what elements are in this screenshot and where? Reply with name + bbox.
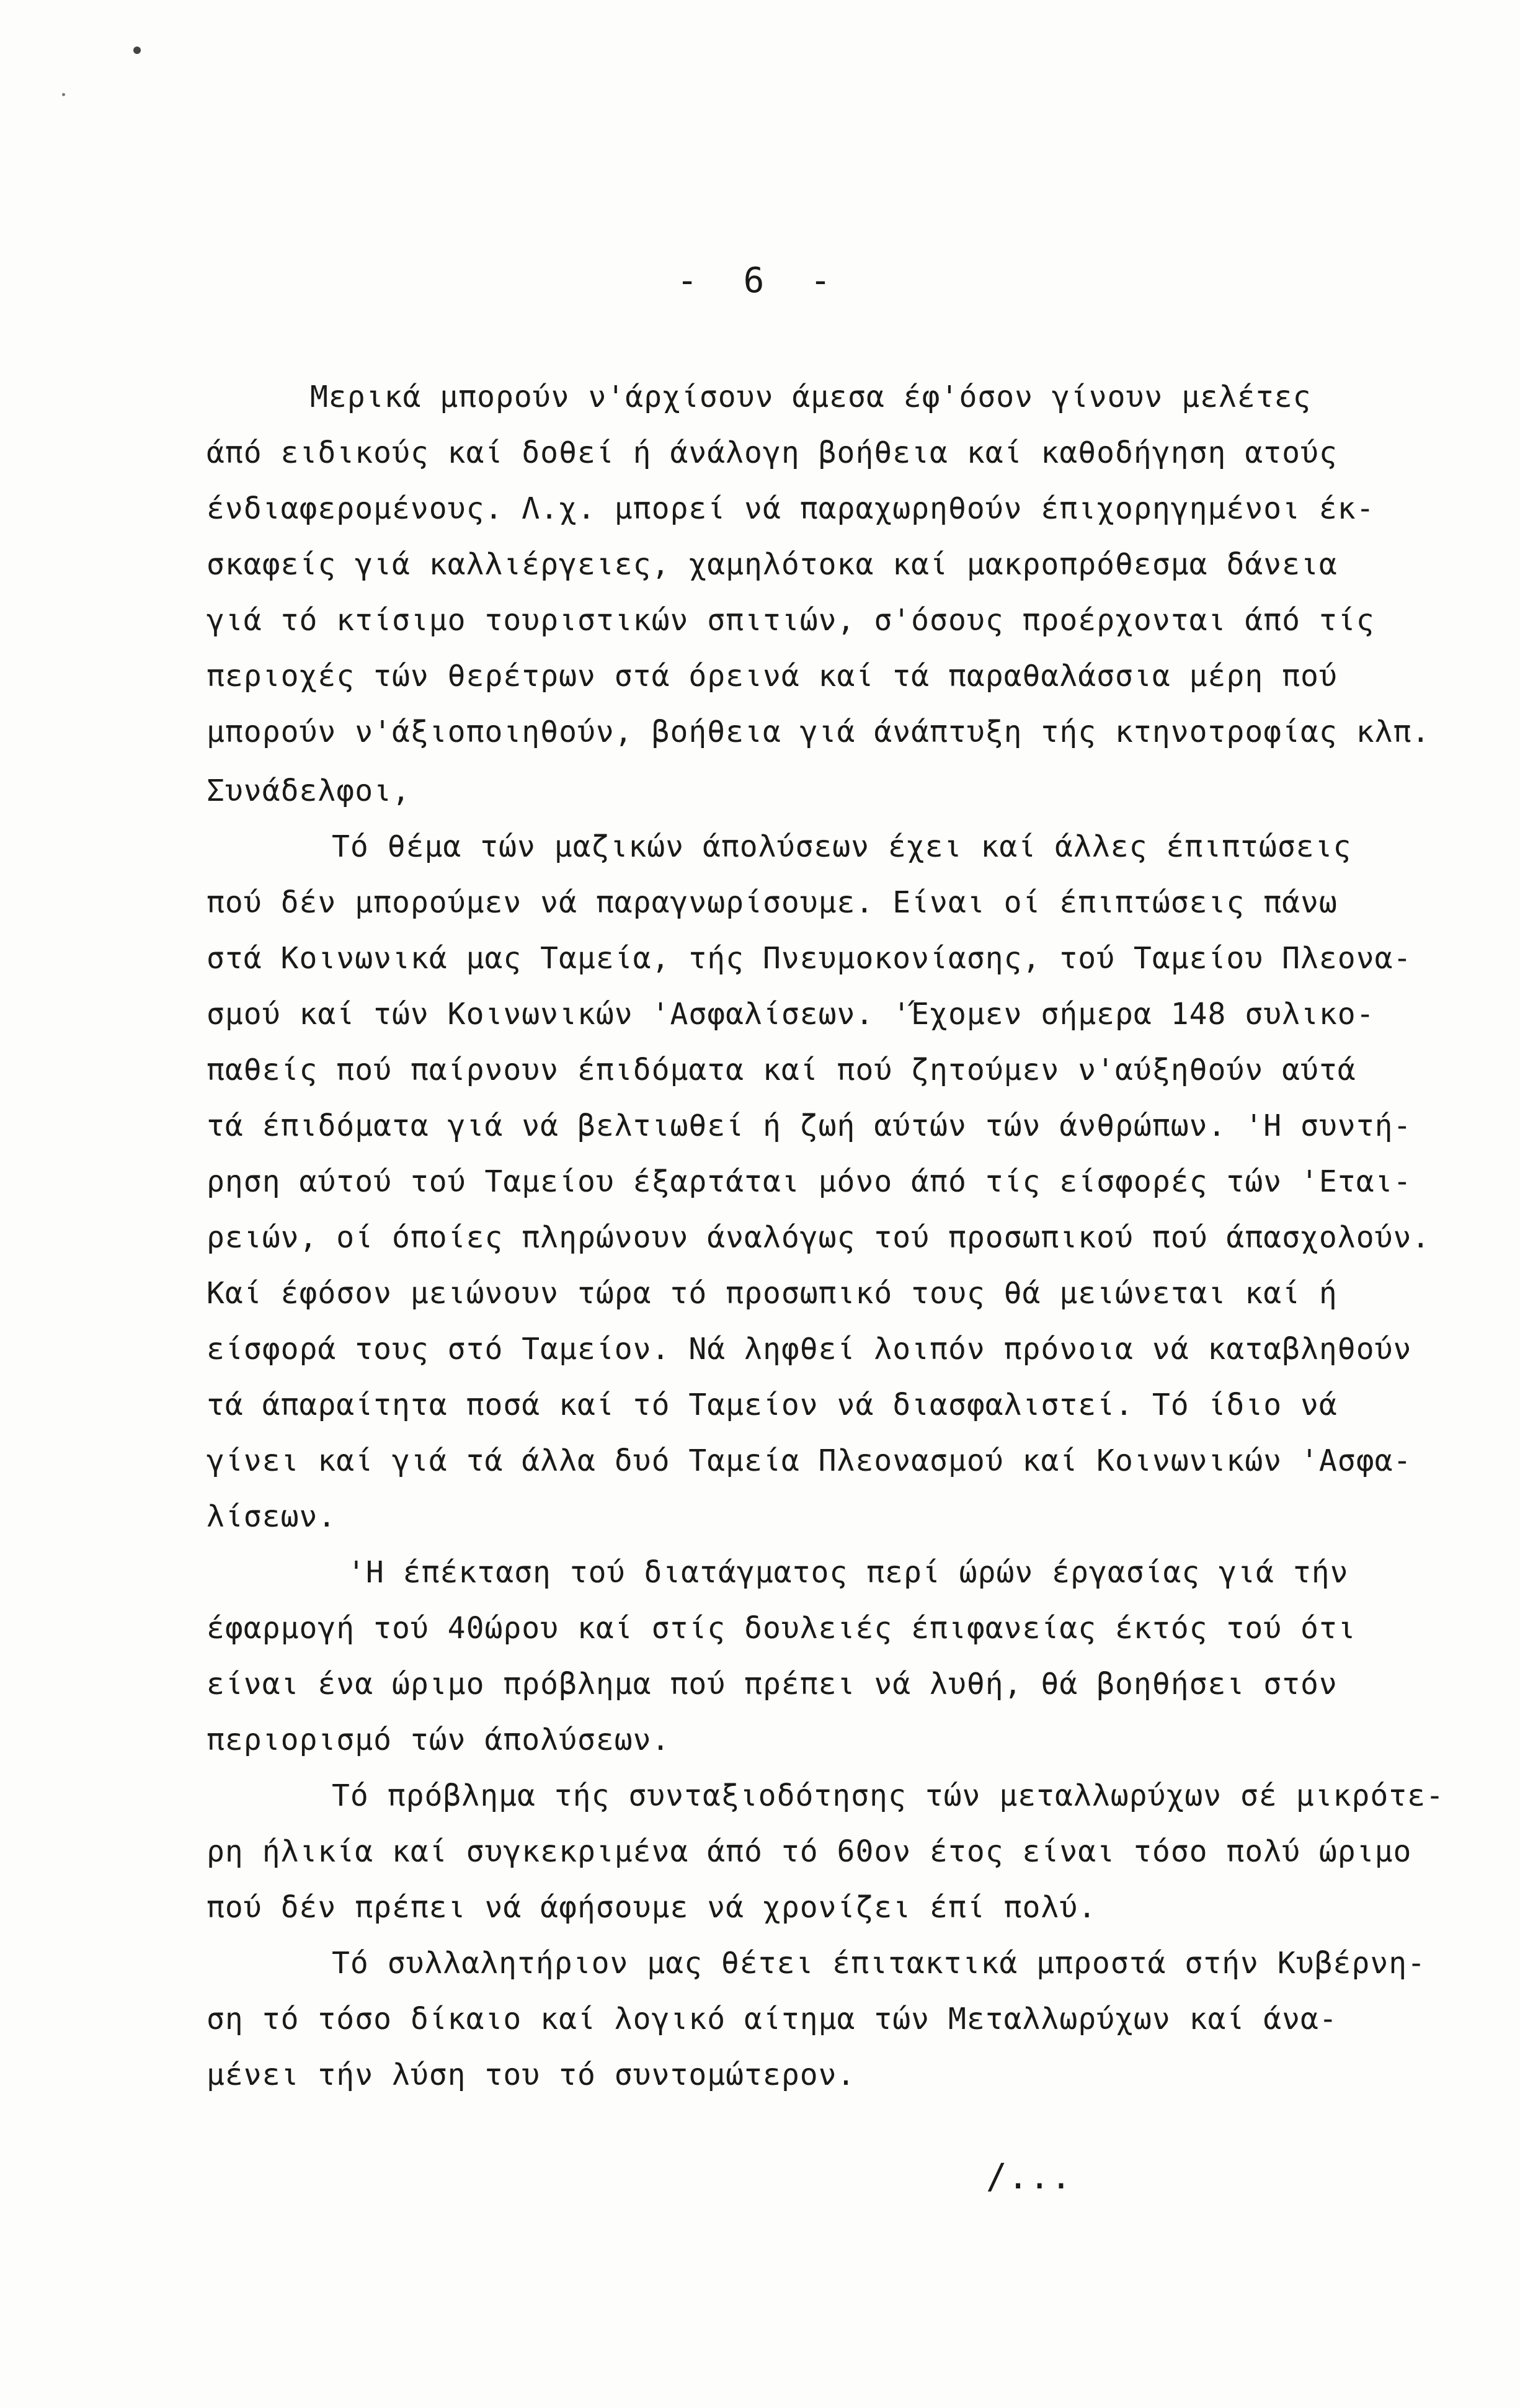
- text-line: Συνάδελφοι,: [207, 774, 411, 808]
- text-line: είσφορά τους στό Ταμείον. Νά ληφθεί λοιπόν πρόνοια νά καταβληθούν: [207, 1332, 1412, 1367]
- text-line: έφαρμογή τού 40ώρου καί στίς δουλειές έπιφανείας έκτός τού ότι: [207, 1611, 1356, 1646]
- text-line: ένδιαφερομένους. Λ.χ. μπορεί νά παραχωρηθούν έπιχορηγημένοι έκ-: [207, 491, 1375, 526]
- text-line: Καί έφόσον μειώνουν τώρα τό προσωπικό τους θά μειώνεται καί ή: [207, 1276, 1338, 1311]
- text-line: μπορούν ν'άξιοποιηθούν, βοήθεια γιά άνάπτυξη τής κτηνοτροφίας κλπ.: [207, 715, 1431, 749]
- text-line: πού δέν πρέπει νά άφήσουμε νά χρονίζει έπί πολύ.: [207, 1890, 1097, 1925]
- text-line: περιοχές τών θερέτρων στά όρεινά καί τά παραθαλάσσια μέρη πού: [207, 659, 1338, 693]
- text-line: πού δέν μπορούμεν νά παραγνωρίσουμε. Είναι οί έπιπτώσεις πάνω: [207, 885, 1338, 920]
- text-line: Τό πρόβλημα τής συνταξιοδότησης τών μεταλλωρύχων σέ μικρότε-: [332, 1778, 1444, 1813]
- text-line: τά άπαραίτητα ποσά καί τό Ταμείον νά διασφαλιστεί. Τό ίδιο νά: [207, 1388, 1338, 1422]
- scan-speck: [133, 47, 141, 54]
- text-line: Τό συλλαλητήριον μας θέτει έπιτακτικά μπροστά στήν Κυβέρνη-: [332, 1946, 1426, 1981]
- page-number: - 6 -: [677, 261, 843, 301]
- scan-speck: [62, 93, 65, 96]
- text-line: είναι ένα ώριμο πρόβλημα πού πρέπει νά λυθή, θά βοηθήσει στόν: [207, 1667, 1338, 1701]
- text-line: τά έπιδόματα γιά νά βελτιωθεί ή ζωή αύτών τών άνθρώπων. 'Η συντή-: [207, 1108, 1412, 1143]
- text-line: ρη ήλικία καί συγκεκριμένα άπό τό 60ον έτος είναι τόσο πολύ ώριμο: [207, 1834, 1412, 1869]
- text-line: άπό ειδικούς καί δοθεί ή άνάλογη βοήθεια καί καθοδήγηση ατούς: [207, 435, 1338, 470]
- text-line: ρειών, οί όποίες πληρώνουν άναλόγως τού προσωπικού πού άπασχολούν.: [207, 1220, 1431, 1255]
- text-line: Μερικά μπορούν ν'άρχίσουν άμεσα έφ'όσον γίνουν μελέτες: [310, 380, 1312, 414]
- text-line: γιά τό κτίσιμο τουριστικών σπιτιών, σ'όσους προέρχονται άπό τίς: [207, 603, 1375, 638]
- text-line: περιορισμό τών άπολύσεων.: [207, 1723, 670, 1757]
- text-line: λίσεων.: [207, 1499, 337, 1534]
- text-line: ση τό τόσο δίκαιο καί λογικό αίτημα τών Μεταλλωρύχων καί άνα-: [207, 2002, 1338, 2036]
- text-line: μένει τήν λύση του τό συντομώτερον.: [207, 2058, 856, 2092]
- continuation-mark: /...: [986, 2157, 1072, 2197]
- text-line: σμού καί τών Κοινωνικών 'Ασφαλίσεων. 'Έχομεν σήμερα 148 συλικο-: [207, 997, 1375, 1032]
- text-line: ρηση αύτού τού Ταμείου έξαρτάται μόνο άπό τίς είσφορές τών 'Εται-: [207, 1164, 1412, 1199]
- text-line: παθείς πού παίρνουν έπιδόματα καί πού ζητούμεν ν'αύξηθούν αύτά: [207, 1053, 1356, 1087]
- text-line: Τό θέμα τών μαζικών άπολύσεων έχει καί άλλες έπιπτώσεις: [332, 829, 1352, 864]
- text-line: γίνει καί γιά τά άλλα δυό Ταμεία Πλεονασμού καί Κοινωνικών 'Ασφα-: [207, 1443, 1412, 1478]
- text-line: στά Κοινωνικά μας Ταμεία, τής Πνευμοκονίασης, τού Ταμείου Πλεονα-: [207, 941, 1412, 976]
- text-line: 'Η έπέκταση τού διατάγματος περί ώρών έργασίας γιά τήν: [347, 1555, 1349, 1590]
- text-line: σκαφείς γιά καλλιέργειες, χαμηλότοκα καί μακροπρόθεσμα δάνεια: [207, 547, 1338, 582]
